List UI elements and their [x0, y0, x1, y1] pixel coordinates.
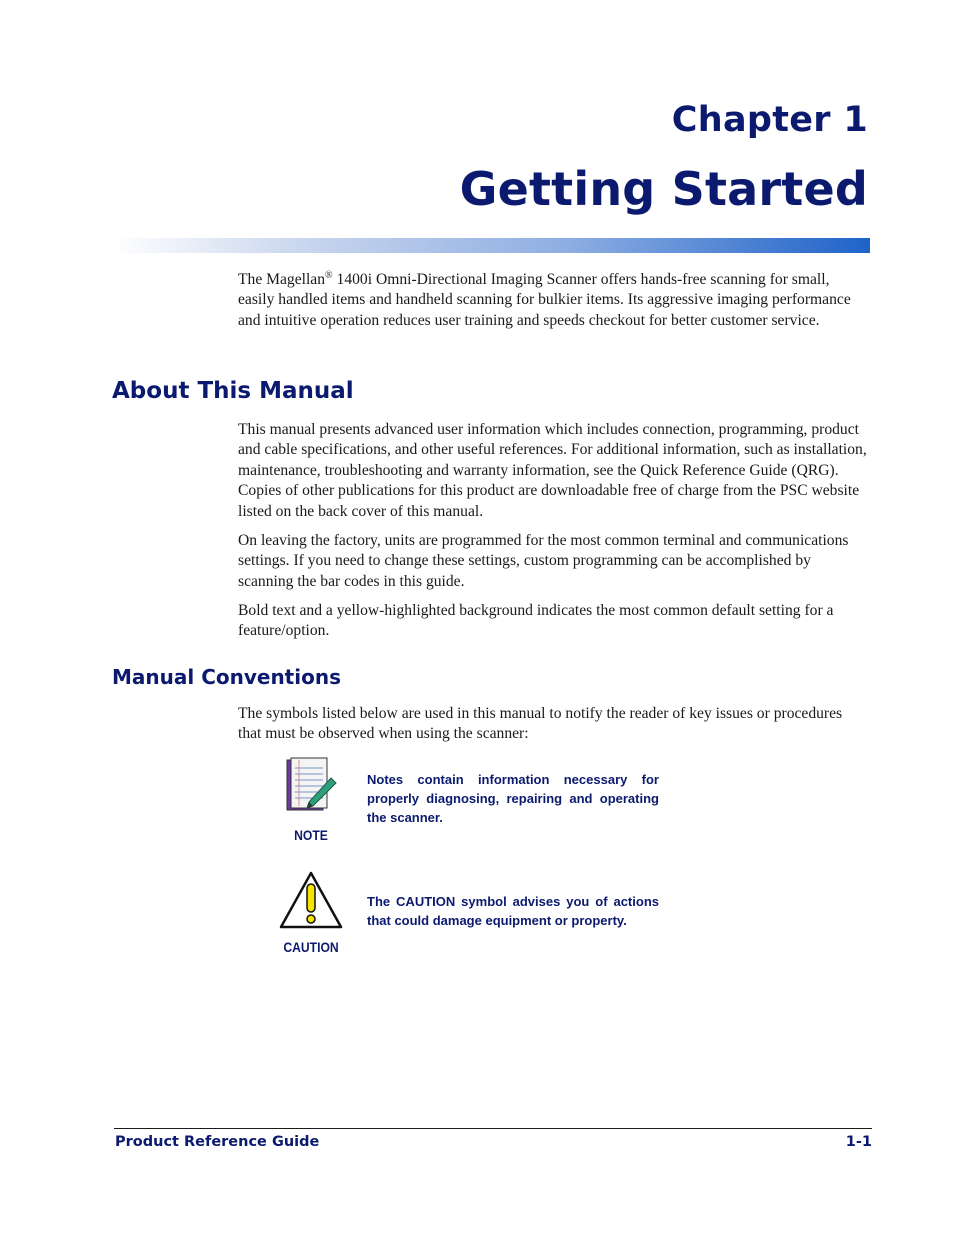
warning-triangle-icon: [278, 870, 344, 930]
footer-rule: [114, 1128, 872, 1129]
intro-text-rest: 1400i Omni-Directional Imaging Scanner offers hands-free scanning for small, easily handled items and handheld scanning for bulkier items. Its aggressive imaging performance and intuitive operation reduces user training and speeds checkout for better customer service.: [238, 271, 851, 329]
chapter-title: Getting Started: [459, 162, 868, 216]
about-paragraph-2: On leaving the factory, units are programmed for the most common terminal and communications settings. If you need to change these settings, custom programming can be accomplished by scanning the bar codes in this guide.: [238, 532, 849, 590]
intro-text-start: The Magellan: [238, 271, 326, 288]
caution-caption: CAUTION: [283, 940, 339, 955]
note-text: Notes contain information necessary for properly diagnosing, repairing and operating the scanner.: [367, 772, 659, 825]
registered-mark: ®: [325, 269, 333, 281]
footer-page-number: 1-1: [845, 1134, 872, 1150]
about-paragraph-1: This manual presents advanced user information which includes connection, programming, product and cable specifications, and other useful references. For additional information, such as installation, maintenance, troubleshooting and warranty information, see the Quick Reference Guide (QRG). Copies of other publications for this product are downloadable free of charge from the PSC website listed on the back cover of this manual.: [238, 421, 867, 520]
chapter-label: Chapter 1: [671, 100, 868, 140]
caution-text: The CAUTION symbol advises you of actions that could damage equipment or property.: [367, 894, 659, 928]
notepad-pen-icon: [283, 756, 339, 814]
conventions-intro: The symbols listed below are used in this manual to notify the reader of key issues or procedures that must be observed when using the scanner:: [238, 705, 843, 743]
footer-guide-title: Product Reference Guide: [115, 1134, 320, 1150]
about-manual-heading: About This Manual: [112, 378, 354, 404]
intro-paragraph: [238, 270, 868, 331]
note-icon-wrap: [278, 756, 344, 819]
header-gradient-bar: [112, 238, 870, 253]
note-caption: NOTE: [294, 828, 328, 843]
about-paragraph-3: Bold text and a yellow-highlighted background indicates the most common default setting for a feature/option.: [238, 602, 834, 640]
caution-icon-wrap: [278, 870, 344, 935]
manual-conventions-heading: Manual Conventions: [112, 665, 341, 689]
